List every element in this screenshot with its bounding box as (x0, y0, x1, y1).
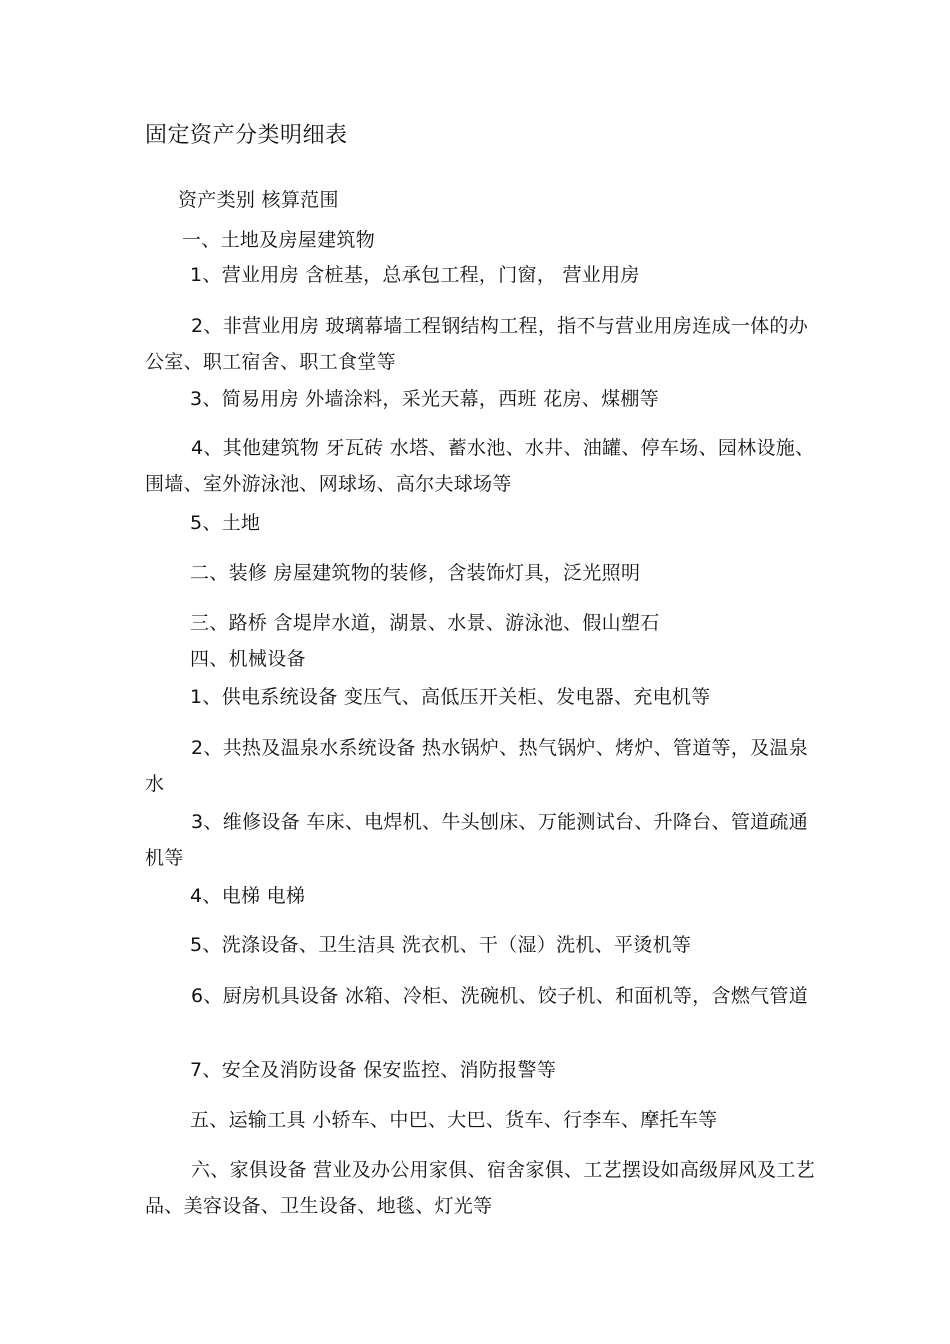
item-4-5: 5、洗涤设备、卫生洁具 洗衣机、干（湿）洗机、平烫机等 (190, 934, 692, 956)
section-4-heading: 四、机械设备 (190, 648, 306, 670)
section-1-heading: 一、土地及房屋建筑物 (182, 229, 376, 251)
document-title: 固定资产分类明细表 (145, 123, 348, 148)
item-4-4: 4、电梯 电梯 (190, 885, 306, 907)
item-4-2: 2、共热及温泉水系统设备 热水锅炉、热气锅炉、烤炉、管道等，及温泉水 (145, 737, 809, 795)
section-6-heading: 六、家俱设备 营业及办公用家俱、宿舍家俱、工艺摆设如高级屏风及工艺品、美容设备、卫生设备、地毯、灯光等 (145, 1159, 815, 1217)
section-5-heading: 五、运输工具 小轿车、中巴、大巴、货车、行李车、摩托车等 (190, 1109, 718, 1131)
item-4-3: 3、维修设备 车床、电焊机、牛头刨床、万能测试台、升降台、管道疏通机等 (145, 811, 809, 869)
item-4-6: 6、厨房机具设备 冰箱、冷柜、洗碗机、饺子机、和面机等，含燃气管道 (191, 985, 809, 1007)
item-1-2: 2、非营业用房 玻璃幕墙工程钢结构工程，指不与营业用房连成一体的办公室、职工宿舍、职工食堂等 (145, 315, 809, 373)
item-4-1: 1、供电系统设备 变压气、高低压开关柜、发电器、充电机等 (190, 686, 711, 708)
item-4-7: 7、安全及消防设备 保安监控、消防报警等 (190, 1059, 557, 1081)
item-1-3: 3、简易用房 外墙涂料，采光天幕，西班 花房、煤棚等 (190, 388, 659, 410)
section-3-heading: 三、路桥 含堤岸水道，湖景、水景、游泳池、假山塑石 (190, 612, 660, 634)
item-1-4: 4、其他建筑物 牙瓦砖 水塔、蓄水池、水井、油罐、停车场、园林设施、围墙、室外游泳池、网球场、高尔夫球场等 (145, 437, 815, 495)
section-2-heading: 二、装修 房屋建筑物的装修，含装饰灯具，泛光照明 (190, 562, 641, 584)
table-header-line: 资产类别 核算范围 (178, 189, 339, 211)
item-1-1: 1、营业用房 含桩基，总承包工程，门窗， 营业用房 (190, 264, 640, 286)
item-1-5: 5、土地 (190, 512, 261, 534)
